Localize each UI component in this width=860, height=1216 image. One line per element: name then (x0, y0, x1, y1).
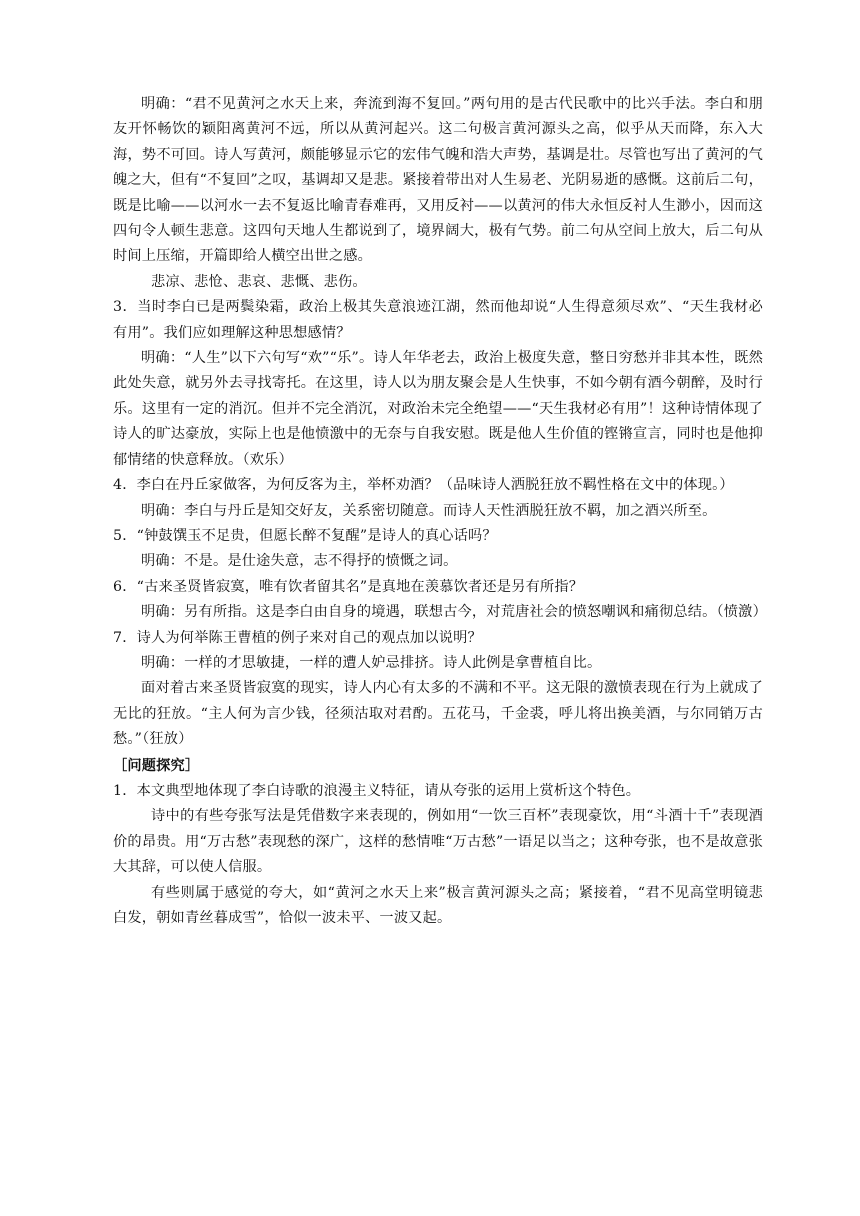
inquiry-answer-1a: 诗中的有些夸张写法是凭借数字来表现的，例如用“一饮三百杯”表现豪饮，用“斗酒十千”表现酒价的昂贵。用“万古愁”表现愁的深广，这样的愁情唯“万古愁”一语足以当之；这种夸张，也不是故意张大其辞，可以使人信服。 (113, 808, 763, 876)
answer-paragraph-1: 明确：“君不见黄河之水天上来，奔流到海不复回。”两句用的是古代民歌中的比兴手法。李白和朋友开怀畅饮的颖阳离黄河不远，所以从黄河起兴。这二句极言黄河源头之高，似乎从天而降，东入大海，势不可回。诗人写黄河，颇能够显示它的宏伟气魄和浩大声势，基调是壮。尽管也写出了黄河的气魄之大，但有“不复回”之叹，基调却又是悲。紧接着带出对人生易老、光阴易逝的感慨。这前后二句，既是比喻——以河水一去不复返比喻青春难再，又用反衬——以黄河的伟大永恒反衬人生渺小，因而这四句令人顿生悲意。这四句天地人生都说到了，境界阔大，极有气势。前二句从空间上放大，后二句从时间上压缩，开篇即给人横空出世之感。 (113, 96, 763, 265)
document-body (113, 92, 767, 931)
question-3: 3．当时李白已是两鬓染霜，政治上极其失意浪迹江湖，然而他却说“人生得意须尽欢”、“天生我材必有用”。我们应如理解这种思想感情？ (113, 299, 763, 341)
inquiry-answer-1b: 有些则属于感觉的夸大，如“黄河之水天上来”极言黄河源头之高；紧接着，“君不见高堂明镜悲白发，朝如青丝暮成雪”，恰似一波未平、一波又起。 (113, 884, 763, 926)
question-5: 5．“钟鼓馔玉不足贵，但愿长醉不复醒”是诗人的真心话吗？ (113, 527, 497, 544)
answer-7: 明确：一样的才思敏捷，一样的遭人妒忌排挤。诗人此例是拿曹植自比。 (141, 654, 602, 671)
inquiry-question-1: 1．本文典型地体现了李白诗歌的浪漫主义特征，请从夸张的运用上赏析这个特色。 (113, 782, 641, 799)
question-7: 7．诗人为何举陈王曹植的例子来对自己的观点加以说明？ (113, 629, 482, 646)
answer-4: 明确：李白与丹丘是知交好友，关系密切随意。而诗人天性洒脱狂放不羁，加之酒兴所至。 (141, 502, 717, 519)
answer-6: 明确：另有所指。这是李白由自身的境遇，联想古今，对荒唐社会的愤怒嘲讽和痛彻总结。（愤激） (141, 604, 767, 621)
answer-3: 明确：“人生”以下六句写“欢”“乐”。诗人年华老去，政治上极度失意，整日穷愁并非其本性，既然此处失意，就另外去寻找寄托。在这里，诗人以为朋友聚会是人生快事，不如今朝有酒今朝醉，及时行乐。这里有一定的消沉。但并不完全消沉，对政治未完全绝望——“天生我材必有用”！这种诗情体现了诗人的旷达豪放，实际上也是他愤激中的无奈与自我安慰。既是他人生价值的铿锵宣言，同时也是他抑郁情绪的快意释放。（欢乐） (113, 350, 763, 468)
answer-keywords: 悲凉、悲怆、悲哀、悲慨、悲伤。 (151, 273, 367, 290)
section-heading-inquiry: ［问题探究］ (113, 757, 200, 774)
answer-5: 明确：不是。是仕途失意，志不得抒的愤慨之词。 (141, 553, 458, 570)
question-4: 4．李白在丹丘家做客，为何反客为主，举杯劝酒？（品味诗人洒脱狂放不羁性格在文中的体现。） (113, 477, 734, 494)
answer-7-continued: 面对着古来圣贤皆寂寞的现实，诗人内心有太多的不满和不平。这无限的激愤表现在行为上就成了无比的狂放。“主人何为言少钱，径须沽取对君酌。五花马，千金裘，呼儿将出换美酒，与尔同销万古愁。”（狂放） (113, 680, 763, 748)
question-6: 6．“古来圣贤皆寂寞，唯有饮者留其名”是真地在羡慕饮者还是另有所指？ (113, 578, 584, 595)
